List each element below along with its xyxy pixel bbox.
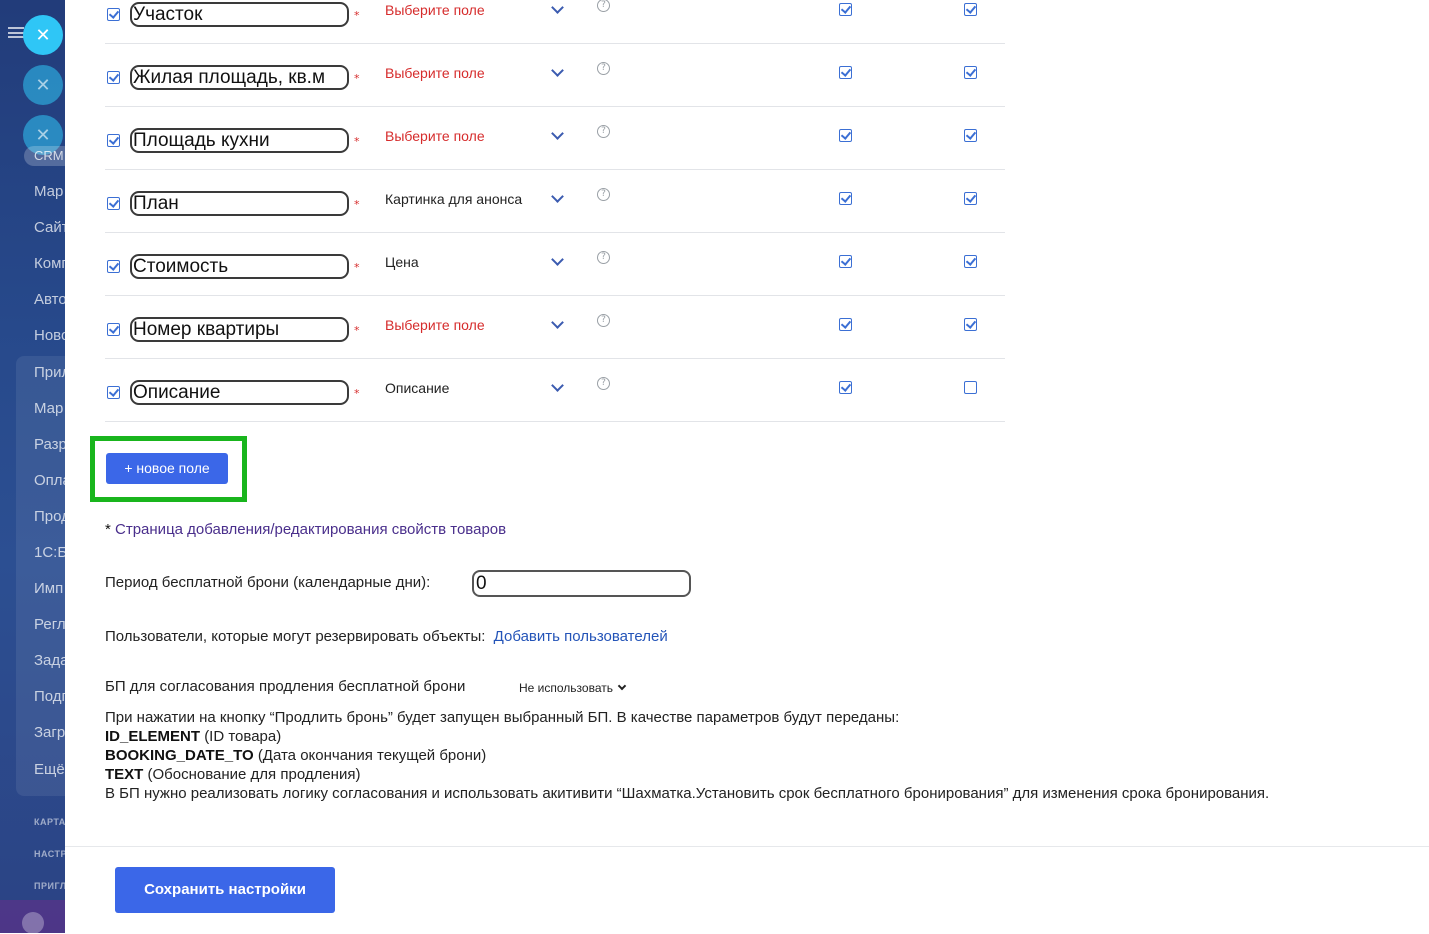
param-line (105, 746, 1269, 765)
field-row (105, 107, 1005, 170)
param-line (105, 727, 1269, 746)
field-name-input[interactable]: Жилая площадь, кв.м (130, 65, 349, 90)
chevron-down-icon[interactable] (551, 1, 564, 14)
sidebar-item[interactable]: Комп (34, 255, 70, 272)
field-enabled-checkbox[interactable] (107, 134, 120, 147)
sidebar-item[interactable]: Опла (34, 472, 71, 489)
param-key: TEXT (105, 766, 144, 783)
sidebar-item[interactable]: Загр (34, 724, 66, 741)
note-asterisk: * (105, 521, 111, 538)
field-enabled-checkbox[interactable] (107, 71, 120, 84)
bp-select-value: Не использовать (519, 681, 613, 695)
help-icon[interactable]: ? (597, 188, 610, 201)
sidebar-item[interactable]: Сайт (34, 219, 69, 236)
required-mark: * (354, 198, 360, 211)
required-mark: * (354, 261, 360, 274)
sidebar-section[interactable]: КАРТА (34, 817, 66, 827)
field-row (105, 359, 1005, 422)
chevron-down-icon (618, 682, 626, 690)
bp-label: БП для согласования продления бесплатной брони (105, 678, 466, 695)
description-intro: При нажатии на кнопку “Продлить бронь” будет запущен выбранный БП. В качестве параметров будут переданы: (105, 709, 900, 726)
add-field-button[interactable]: + новое поле (106, 453, 228, 484)
bp-select[interactable] (519, 681, 625, 695)
sidebar-item[interactable]: Мар (34, 183, 64, 200)
save-settings-button[interactable]: Сохранить настройки (115, 867, 335, 913)
footer-divider (65, 846, 1429, 847)
field-option-checkbox[interactable] (964, 66, 977, 79)
users-label: Пользователи, которые могут резервировать объекты: (105, 628, 486, 645)
sidebar-item[interactable]: Прил (34, 364, 71, 381)
chevron-down-icon[interactable] (551, 379, 564, 392)
help-icon[interactable]: ? (597, 62, 610, 75)
period-label: Период бесплатной брони (календарные дни): (105, 574, 431, 591)
properties-note (105, 521, 506, 538)
sidebar-item[interactable]: Мар (34, 400, 64, 417)
required-mark: * (354, 72, 360, 85)
sidebar-item-more[interactable]: Ещё (34, 761, 65, 778)
field-enabled-checkbox[interactable] (107, 323, 120, 336)
required-mark: * (354, 324, 360, 337)
menu-icon[interactable] (8, 27, 24, 38)
sidebar-item-crm[interactable]: CRM (24, 146, 74, 166)
sidebar-item[interactable]: Регл (34, 616, 66, 633)
field-option-checkbox[interactable] (839, 129, 852, 142)
help-icon[interactable]: ? (597, 377, 610, 390)
field-name-input[interactable]: Номер квартиры (130, 317, 349, 342)
field-option-checkbox[interactable] (964, 255, 977, 268)
close-icon[interactable]: ✕ (23, 65, 63, 105)
period-input[interactable]: 0 (472, 570, 691, 597)
sidebar-section[interactable]: ПРИГЛ (34, 881, 67, 891)
sidebar-item[interactable]: Ново (34, 327, 70, 344)
field-mapping-select[interactable]: Картинка для анонса (385, 191, 523, 207)
field-enabled-checkbox[interactable] (107, 260, 120, 273)
field-name-input[interactable]: Площадь кухни (130, 128, 349, 153)
field-option-checkbox[interactable] (964, 129, 977, 142)
sidebar-item[interactable]: Зада (34, 652, 69, 669)
field-option-checkbox[interactable] (964, 381, 977, 394)
field-name-input[interactable]: Стоимость (130, 254, 349, 279)
field-option-checkbox[interactable] (839, 381, 852, 394)
left-sidebar (0, 0, 71, 933)
field-row (105, 296, 1005, 359)
sidebar-item[interactable]: Подп (34, 688, 70, 705)
field-row (105, 233, 1005, 296)
param-desc: (ID товара) (204, 728, 282, 745)
field-enabled-checkbox[interactable] (107, 386, 120, 399)
field-mapping-select[interactable]: Выберите поле (385, 317, 485, 333)
field-name-input[interactable]: План (130, 191, 349, 216)
field-option-checkbox[interactable] (964, 3, 977, 16)
field-row (105, 44, 1005, 107)
sidebar-item[interactable]: Имп (34, 580, 64, 597)
chevron-down-icon[interactable] (551, 127, 564, 140)
sidebar-item[interactable]: 1С:Б (34, 544, 68, 561)
bp-description (105, 708, 1269, 803)
field-option-checkbox[interactable] (839, 255, 852, 268)
required-mark: * (354, 9, 360, 22)
field-mapping-select[interactable]: Описание (385, 380, 450, 396)
field-row (105, 170, 1005, 233)
chevron-down-icon[interactable] (551, 316, 564, 329)
field-option-checkbox[interactable] (839, 3, 852, 16)
sidebar-section[interactable]: НАСТР (34, 849, 68, 859)
field-name-input[interactable]: Участок (130, 2, 349, 27)
users-row (105, 628, 668, 645)
field-enabled-checkbox[interactable] (107, 8, 120, 21)
field-mapping-select[interactable]: Выберите поле (385, 2, 485, 18)
avatar[interactable] (22, 912, 44, 934)
add-users-link[interactable]: Добавить пользователей (493, 628, 668, 645)
field-mapping-select[interactable]: Цена (385, 254, 419, 270)
param-desc: (Обоснование для продления) (147, 766, 361, 783)
field-enabled-checkbox[interactable] (107, 197, 120, 210)
field-mapping-select[interactable]: Выберите поле (385, 65, 485, 81)
field-option-checkbox[interactable] (839, 318, 852, 331)
help-icon[interactable]: ? (597, 251, 610, 264)
close-icon[interactable]: ✕ (23, 15, 63, 55)
help-icon[interactable]: ? (597, 125, 610, 138)
field-option-checkbox[interactable] (839, 192, 852, 205)
help-icon[interactable]: ? (597, 314, 610, 327)
param-key: BOOKING_DATE_TO (105, 747, 254, 764)
properties-page-link[interactable]: Страница добавления/редактирования свойств товаров (115, 521, 507, 538)
close-icon[interactable]: ✕ (23, 115, 63, 155)
required-mark: * (354, 135, 360, 148)
field-option-checkbox[interactable] (839, 66, 852, 79)
param-desc: (Дата окончания текущей брони) (257, 747, 487, 764)
param-line (105, 765, 1269, 784)
field-name-input[interactable]: Описание (130, 380, 349, 405)
sidebar-item[interactable]: Прод (34, 508, 70, 525)
field-mapping-select[interactable]: Выберите поле (385, 128, 485, 144)
sidebar-item[interactable]: Авто (34, 291, 67, 308)
param-key: ID_ELEMENT (105, 728, 201, 745)
field-row (105, 0, 1005, 44)
required-mark: * (354, 387, 360, 400)
field-option-checkbox[interactable] (964, 192, 977, 205)
field-option-checkbox[interactable] (964, 318, 977, 331)
chevron-down-icon[interactable] (551, 64, 564, 77)
chevron-down-icon[interactable] (551, 253, 564, 266)
help-icon[interactable]: ? (597, 0, 610, 12)
description-outro: В БП нужно реализовать логику согласования и использовать акитивити “Шахматка.Установить срок бесплатного бронирования” для изменения срока бронирования. (105, 785, 1270, 802)
chevron-down-icon[interactable] (551, 190, 564, 203)
sidebar-item[interactable]: Разр (34, 436, 67, 453)
